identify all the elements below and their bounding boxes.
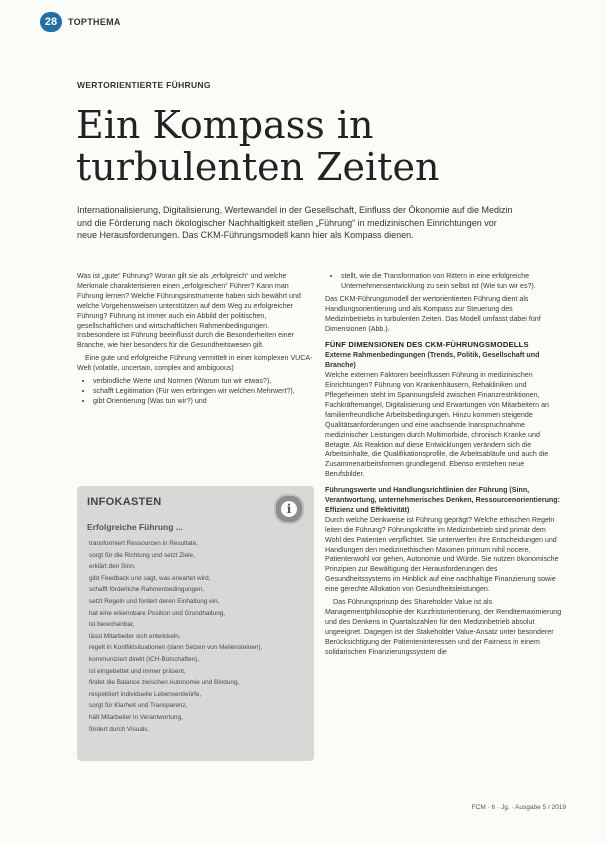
bullet-item: • schafft Legitimation (Für wen erbringen wir welchen Mehrwert?), <box>93 387 313 397</box>
title-line-2: turbulenten Zeiten <box>76 145 440 189</box>
info-item: erklärt den Sinn, <box>89 563 136 571</box>
info-item: gibt Feedback und sagt, was erwartet wird, <box>89 574 211 582</box>
paragraph: Eine gute und erfolgreiche Führung vermittelt in einer komplexen VUCA-Welt (volatile, uncertain, complex and ambiguous) <box>77 354 313 373</box>
paragraph: Welche externen Faktoren beeinflussen Führung in medizinischen Einrichtungen? Führung von Krankenhäusern, Rehakliniken und Pflegeheimen steht im Spannungsfeld zwischen Finanzrestriktionen, Fachkräftemangel, Digitalisierung und Erwartungen von Mitarbeitern an familienfreundliche Arbeitsbedingungen. Hinzu kommen steigende Qualitätsanforderungen und eine wachsende Inanspruchnahme medizinischer Leistungen durch Multimorbide, chronisch Kranke und Betagte. Als Reaktion auf diese Entwicklungen verändern sich die Arbeitsinhalte, die Qualifikationsprofile, die Arbeitsabläufe und auch die Zusammenarbeitsformen grundlegend. Ebenso entstehen neue Berufsbilder. <box>325 371 549 479</box>
info-icon <box>274 494 304 524</box>
subheading: Externe Rahmenbedingungen (Trends, Politik, Gesellschaft und Branche) <box>325 351 540 370</box>
column-left <box>77 272 313 410</box>
page-number: 28 <box>40 12 62 32</box>
info-box-title: INFOKASTEN <box>87 496 162 508</box>
info-box-subtitle: Erfolgreiche Führung ... <box>87 522 183 532</box>
page-header <box>40 12 121 32</box>
article-kicker: WERTORIENTIERTE FÜHRUNG <box>77 80 211 90</box>
info-item: respektiert individuelle Lebensentwürfe, <box>89 690 202 698</box>
paragraph: Das Führungsprinzip des Shareholder Value ist als Managementphilosophie der Kurzfristorientierung, der Renditemaximierung und des Denkens in Quartalszahlen für den Medizinbetrieb absolut ungeeignet. Dagegen ist der Stakeholder Value-Ansatz unter besonderer Berücksichtigung der Patienteninteressen und der Fairness in einem solidarischen Finanzierungssystem die <box>325 598 562 656</box>
info-item: kommuniziert direkt (ICH-Botschaften), <box>89 655 200 663</box>
article-title <box>76 104 516 188</box>
bullet-list <box>77 377 313 407</box>
info-item: sorgt für Klarheit und Transparenz, <box>89 702 188 710</box>
article-lead: Internationalisierung, Digitalisierung, Wertewandel in der Gesellschaft, Einfluss der Ökonomie auf die Medizin und die Förderung nach ökologischer Nachhaltigkeit stellen „Führung“ in medizinischen Einrichtungen vor neue Herausforderungen. Das CKM-Führungsmodell kann hier als Kompass dienen. <box>77 205 513 240</box>
info-item: schafft förderliche Rahmenbedingungen, <box>89 586 204 594</box>
section-label: TOPTHEMA <box>68 17 121 27</box>
paragraph: Was ist „gute“ Führung? Woran gilt sie als „erfolgreich“ und welche Merkmale charakterisieren einen „erfolgreichen“ Führer? Kann man Führung lernen? Welche Führungsinstrumente haben sich bewährt und welche Vorgehensweisen unterstützen auf dem Weg zu erfolgreicher Führung? Führung ist immer auch ein Abbild der politischen, gesellschaftlichen und wirtschaftlichen Rahmenbedingungen. Insbesondere ist Führung beeinflusst durch die Besonderheiten einer Branche, wie hier besonders für die Gesundheitswesen gilt. <box>77 272 301 350</box>
page-footer: FCM · 6 · Jg. · Ausgabe 5 / 2019 <box>471 804 566 811</box>
info-item: hat eine erkennbare Position und Grundhaltung, <box>89 609 226 617</box>
subheading: Führungswerte und Handlungsrichtlinien der Führung (Sinn, Verantwortung, unternehmerisches Denken, Ressourcenorientierung: Effizienz und Effektivität) <box>325 486 560 514</box>
bullet-list <box>325 272 563 292</box>
bullet-item: • stellt, wie die Transformation von Rittern in eine erfolgreiche Unternehmensentwicklung zu sein selbst ist (Wie tun wir es?). <box>341 272 563 292</box>
bullet-item: • verbindliche Werte und Normen (Warum tun wir etwas?), <box>93 377 313 387</box>
paragraph: Durch welche Denkweise ist Führung geprägt? Welche ethischen Regeln leiten die Führung? Führungskräfte im Medizinbetrieb sind primär dem Wohl des Patienten verpflichtet. Sie unterwerfen ihre Entscheidungen und Handlungen den medizinethischen Maximen primum nihil nocere, Patientenwohl vor gehen, Autonomie und Würde. Sie nutzen ökonomische Prinzipien zur Bewältigung der Herausforderungen des Gesundheitssystems im Hinblick auf eine nachhaltige Finanzierung sowie eine gerechte Allokation von Gesundheitsleistungen. <box>325 515 559 594</box>
info-item: sorgt für die Richtung und setzt Ziele, <box>89 551 195 559</box>
info-item: findet die Balance zwischen Autonomie und Bindung, <box>89 679 240 687</box>
column-right <box>325 272 563 661</box>
info-item: ist berechenbar, <box>89 621 135 629</box>
paragraph: Das CKM-Führungsmodell der wertorientierten Führung dient als Handlungsorientierung und als Kompass zur Steuerung des Medizinbetriebs in turbulenten Zeiten. Das Modell umfasst dabei fünf Dimensionen (Abb.). <box>325 294 541 333</box>
info-box-list <box>89 538 309 735</box>
section-heading: FÜNF DIMENSIONEN DES CKM-FÜHRUNGSMODELLS <box>325 340 529 350</box>
info-item: transformiert Ressourcen in Resultate, <box>89 540 199 547</box>
info-item: setzt Regeln und fordert deren Einhaltung ein, <box>89 597 220 605</box>
info-item: lässt Mitarbeiter sich entwickeln, <box>89 632 181 640</box>
info-icon-glyph: i <box>281 501 297 517</box>
info-box <box>77 486 314 761</box>
bullet-item: • gibt Orientierung (Was tun wir?) und <box>93 397 313 407</box>
info-item: fördert durch Visuals. <box>89 725 150 733</box>
title-line-1: Ein Kompass in <box>76 103 374 147</box>
info-item: hält Mitarbeiter in Verantwortung, <box>89 713 183 721</box>
info-item: regelt in Konfliktsituationen (dann Setzen von Meilensteinen), <box>89 644 263 652</box>
info-item: ist eingebettet und immer präsent, <box>89 667 186 675</box>
